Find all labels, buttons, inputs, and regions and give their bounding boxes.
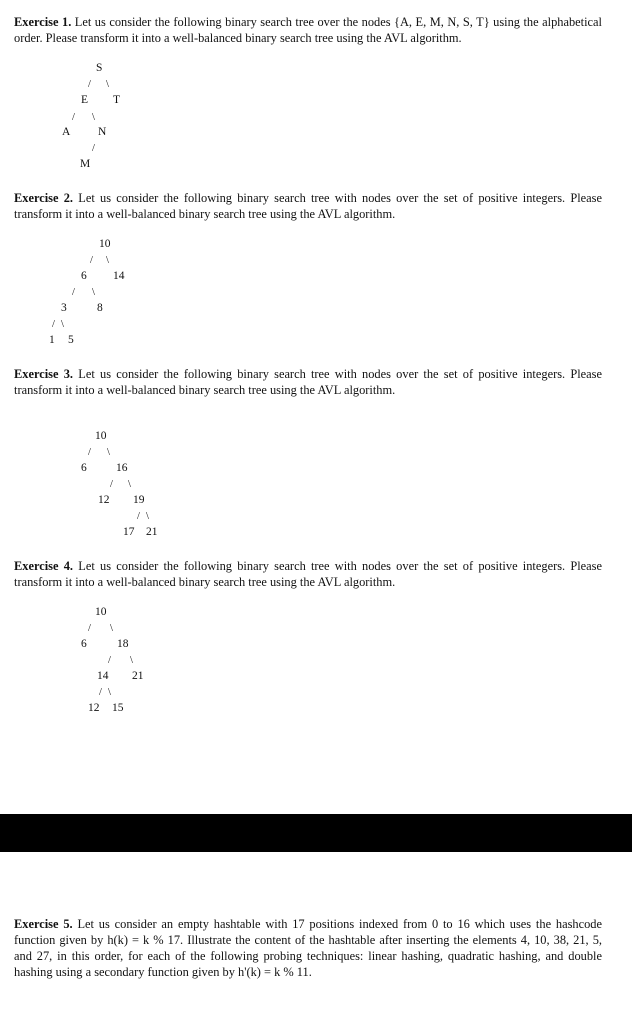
tree-edge: /: [90, 255, 93, 266]
exercise-5-text: [14, 916, 602, 980]
tree-node: 21: [132, 670, 144, 682]
exercise-3-label: Exercise 3.: [14, 367, 74, 381]
exercise-4-label: Exercise 4.: [14, 559, 74, 573]
tree-node: 21: [146, 526, 158, 538]
tree-node: 15: [112, 702, 124, 714]
tree-node: 17: [123, 526, 135, 538]
tree-edge: \: [130, 655, 133, 666]
tree-edge: /: [88, 447, 91, 458]
tree-node: 18: [117, 638, 129, 650]
tree-edge: \: [128, 479, 131, 490]
tree-edge: /: [108, 655, 111, 666]
exercise-2-text: [14, 190, 602, 222]
tree-edge: \: [110, 623, 113, 634]
tree-edge: /: [72, 112, 75, 123]
tree-edge: /: [92, 143, 95, 154]
tree-edge: /: [110, 479, 113, 490]
tree-edge: \: [106, 79, 109, 90]
tree-node: 6: [81, 270, 87, 282]
exercise-1-text: [14, 14, 602, 46]
tree-node: 16: [116, 462, 128, 474]
tree-edge: /: [88, 623, 91, 634]
exercise-3-body: Let us consider the following binary search tree with nodes over the set of positive integers. Please transform it into a well-balanced binary search tree using the AVL algorithm.: [14, 367, 602, 397]
tree-node: 12: [98, 494, 110, 506]
exercise-4-body: Let us consider the following binary search tree with nodes over the set of positive integers. Please transform it into a well-balanced binary search tree using the AVL algorithm.: [14, 559, 602, 589]
tree-node: 8: [97, 302, 103, 314]
exercise-1-label: Exercise 1.: [14, 15, 72, 29]
tree-edge: \: [107, 447, 110, 458]
tree-node: M: [80, 158, 91, 170]
tree-edge: \: [92, 112, 95, 123]
exercise-3-text: [14, 366, 602, 398]
tree-edge: \: [108, 687, 111, 698]
exercise-1-body: Let us consider the following binary search tree over the nodes {A, E, M, N, S, T} using the alphabetical order. Please transform it into a well-balanced binary search tree using the AVL algorithm.: [14, 15, 602, 45]
tree-node: 19: [133, 494, 145, 506]
tree-edge: /: [52, 319, 55, 330]
tree-edge: /: [99, 687, 102, 698]
tree-edge: \: [61, 319, 64, 330]
exercise-5-label: Exercise 5.: [14, 917, 73, 931]
tree-edge: /: [88, 79, 91, 90]
tree-node: E: [81, 94, 89, 106]
tree-node: 6: [81, 462, 87, 474]
tree-node: 10: [99, 238, 111, 250]
tree-node: A: [62, 126, 71, 138]
tree-node: 5: [68, 334, 74, 346]
exercise-2-body: Let us consider the following binary search tree with nodes over the set of positive integers. Please transform it into a well-balanced binary search tree using the AVL algorithm.: [14, 191, 602, 221]
tree-node: 3: [61, 302, 67, 314]
tree-edge: \: [146, 511, 149, 522]
exercise-2-label: Exercise 2.: [14, 191, 74, 205]
tree-node: S: [96, 62, 103, 74]
tree-node: 1: [49, 334, 55, 346]
tree-edge: /: [137, 511, 140, 522]
exercise-4-text: [14, 558, 602, 590]
tree-node: 10: [95, 430, 107, 442]
tree-edge: \: [106, 255, 109, 266]
tree-node: N: [98, 126, 107, 138]
black-bar: [0, 814, 632, 852]
tree-node: 14: [97, 670, 109, 682]
tree-node: 14: [113, 270, 125, 282]
tree-edge: /: [72, 287, 75, 298]
tree-node: 12: [88, 702, 100, 714]
tree-node: 10: [95, 606, 107, 618]
tree-node: 6: [81, 638, 87, 650]
tree-node: T: [113, 94, 121, 106]
tree-edge: \: [92, 287, 95, 298]
exercise-5-body: Let us consider an empty hashtable with 17 positions indexed from 0 to 16 which uses the hashcode function given by h(k) = k % 17. Illustrate the content of the hashtable after inserting the elements 4, 10, 38, 21, 5, and 27, in this order, for each of the following probing techniques: linear hashing, quadratic hashing, and double hashing using a secondary function given by h'(k) = k % 11.: [14, 917, 602, 979]
